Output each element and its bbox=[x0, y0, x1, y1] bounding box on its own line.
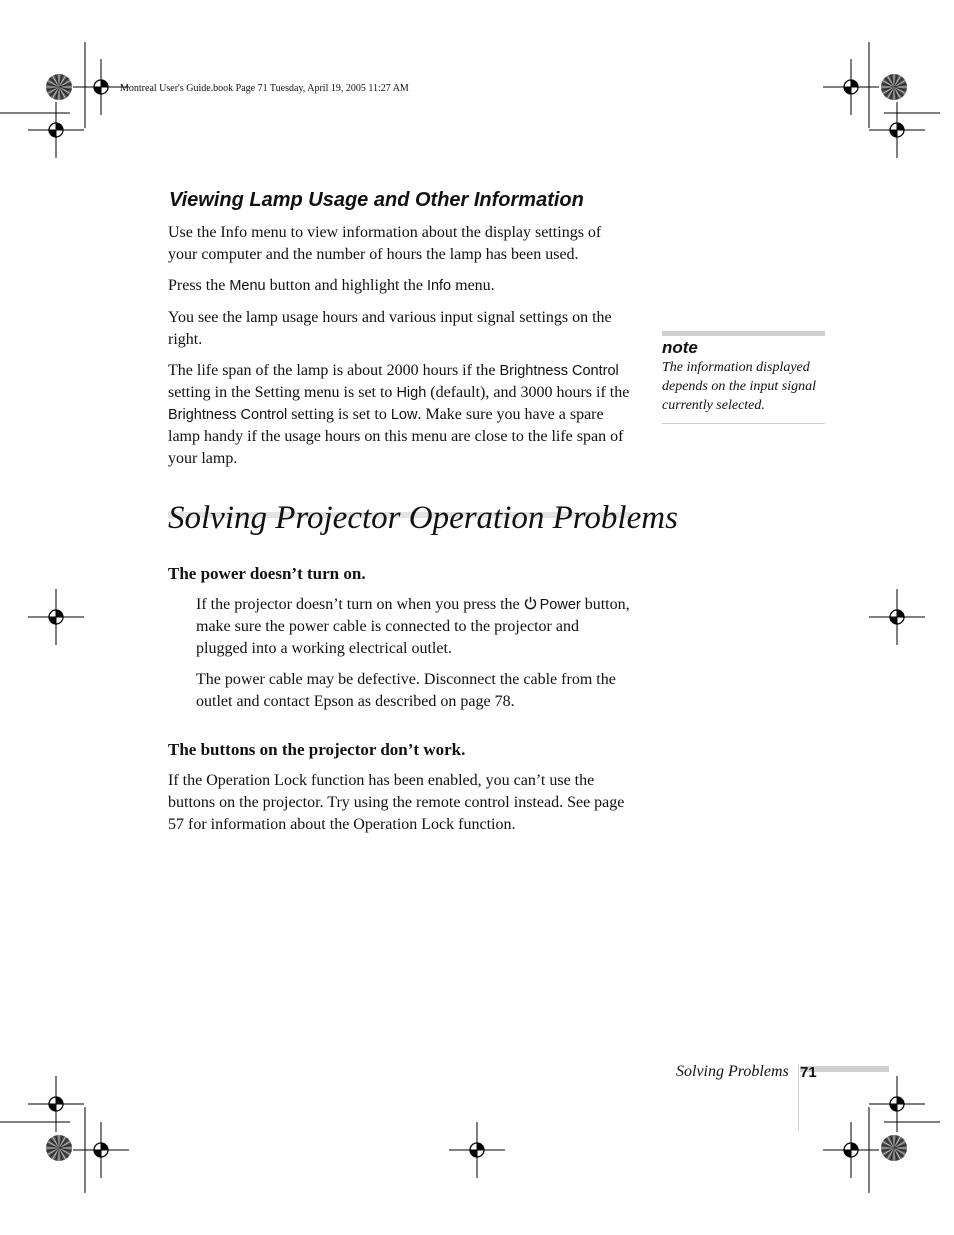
paragraph-info-menu: Use the Info menu to view information about the display settings of your computer and the number of hours the lamp has been used. bbox=[168, 224, 602, 263]
high-setting-label: High bbox=[396, 385, 427, 401]
starburst-mark bbox=[46, 74, 72, 100]
note-bottom-rule bbox=[662, 423, 825, 424]
starburst-mark bbox=[881, 1135, 907, 1161]
power-icon bbox=[524, 596, 537, 610]
crosshair-target-mark bbox=[869, 102, 925, 158]
menu-button-label: Menu bbox=[229, 278, 266, 294]
crosshair-target-mark bbox=[869, 1076, 925, 1132]
brightness-control-label: Brightness Control bbox=[168, 407, 288, 423]
crosshair-target-mark bbox=[449, 1122, 505, 1178]
crosshair-target-mark bbox=[28, 589, 84, 645]
power-button-ref: Power bbox=[524, 597, 581, 613]
section-heading-lamp-usage: Viewing Lamp Usage and Other Information bbox=[169, 189, 584, 211]
paragraph-press-menu: Press the Menu button and highlight the Info menu. bbox=[168, 277, 495, 294]
starburst-mark bbox=[881, 74, 907, 100]
note-top-bar bbox=[662, 331, 825, 336]
paragraph-operation-lock: If the Operation Lock function has been enabled, you can’t use the buttons on the projector. Try using the remote control instead. See page 57 for information about the Operation Lock function. bbox=[168, 772, 625, 833]
crosshair-target-mark bbox=[28, 1076, 84, 1132]
starburst-mark bbox=[46, 1135, 72, 1161]
info-menu-label: Info bbox=[426, 278, 452, 294]
page-number: 71 bbox=[800, 1064, 817, 1081]
crosshair-target-mark bbox=[73, 1122, 129, 1178]
brightness-control-label: Brightness Control bbox=[499, 363, 619, 379]
paragraph-power-cable: The power cable may be defective. Disconnect the cable from the outlet and contact Epson as described on page 78. bbox=[196, 671, 616, 710]
footer-section-label: Solving Problems bbox=[676, 1063, 789, 1080]
paragraph-lamp-life: The life span of the lamp is about 2000 hours if the Brightness Control setting in the Setting menu is set to High (default), and 3000 hours if the Brightness Control setting is set to Low. Make sure you have a spare lamp handy if the usage hours on this menu are close to the life span of your lamp. bbox=[168, 362, 630, 467]
chapter-heading: Solving Projector Operation Problems bbox=[168, 500, 678, 536]
problem-heading-power: The power doesn’t turn on. bbox=[168, 564, 366, 583]
print-info-header: Montreal User's Guide.book Page 71 Tuesday, April 19, 2005 11:27 AM bbox=[120, 83, 409, 94]
crosshair-target-mark bbox=[869, 589, 925, 645]
paragraph-power-check: If the projector doesn’t turn on when you press the Power button, make sure the power cable is connected to the projector and plugged into a working electrical outlet. bbox=[196, 596, 630, 657]
problem-heading-buttons: The buttons on the projector don’t work. bbox=[168, 740, 466, 759]
crosshair-target-mark bbox=[28, 102, 84, 158]
crosshair-target-mark bbox=[823, 59, 879, 115]
footer-divider bbox=[798, 1064, 799, 1130]
paragraph-lamp-hours: You see the lamp usage hours and various input signal settings on the right. bbox=[168, 309, 612, 348]
crosshair-target-mark bbox=[823, 1122, 879, 1178]
low-setting-label: Low bbox=[390, 407, 418, 423]
note-text: The information displayed depends on the input signal currently selected. bbox=[662, 360, 816, 413]
note-title: note bbox=[662, 338, 698, 357]
